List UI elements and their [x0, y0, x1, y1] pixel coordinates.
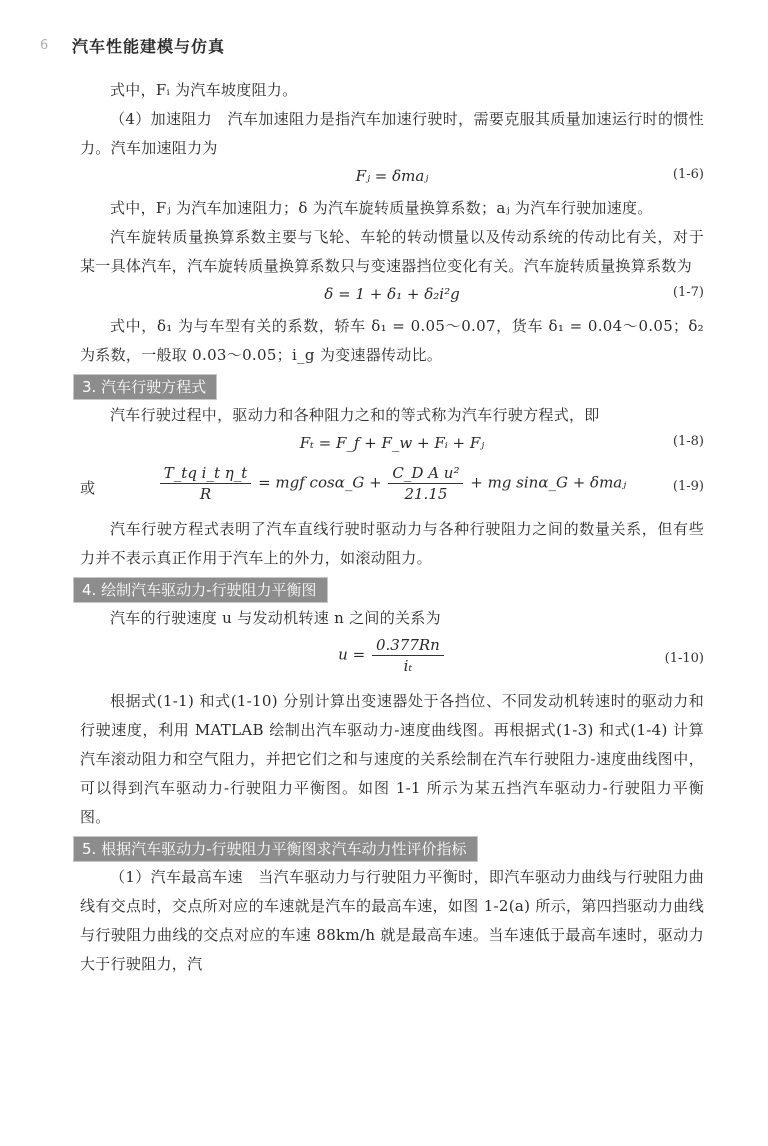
equation-number: (1-8) — [672, 434, 704, 449]
paragraph: 式中，Fⱼ 为汽车加速阻力；δ 为汽车旋转质量换算系数；aⱼ 为汽车行驶加速度。 — [110, 199, 653, 217]
equation-tail: + mg sinα_G + δmaⱼ — [470, 473, 627, 492]
fraction-numerator: 0.377Rn — [372, 635, 444, 656]
equation-formula: Fₜ = F_f + F_w + Fᵢ + Fⱼ — [299, 434, 485, 452]
page-body — [80, 76, 704, 979]
equation-1-6 — [80, 163, 704, 194]
equation-prefix: 或 — [80, 479, 96, 497]
page-number: 6 — [40, 37, 49, 53]
fraction — [372, 635, 444, 676]
equation-number: (1-10) — [664, 651, 704, 666]
section-heading: 3. 汽车行驶方程式 — [74, 375, 216, 399]
fraction-denominator: R — [199, 485, 212, 503]
equation-1-7 — [80, 281, 704, 312]
equation-middle: = mgf cosα_G + — [258, 473, 382, 492]
equation-formula — [80, 635, 704, 676]
fraction-denominator: 21.15 — [404, 485, 448, 503]
paragraph: 式中，Fᵢ 为汽车坡度阻力。 — [110, 81, 298, 99]
equation-1-9 — [80, 461, 704, 515]
equation-formula — [80, 463, 704, 504]
equation-1-8 — [80, 430, 704, 461]
paragraph: 汽车行驶过程中，驱动力和各种阻力之和的等式称为汽车行驶方程式，即 — [110, 406, 600, 424]
equation-number: (1-6) — [672, 167, 704, 182]
page-header — [40, 34, 225, 56]
equation-number: (1-7) — [672, 285, 704, 300]
paragraph: 汽车的行驶速度 u 与发动机转速 n 之间的关系为 — [110, 609, 441, 627]
paragraph: （4）加速阻力 汽车加速阻力是指汽车加速行驶时，需要克服其质量加速运行时的惯性力。汽车加速阻力为 — [80, 110, 704, 157]
paragraph: （1）汽车最高车速 当汽车驱动力与行驶阻力平衡时，即汽车驱动力曲线与行驶阻力曲线有交点时，交点所对应的车速就是汽车的最高车速，如图 1-2(a) 所示，第四挡驱动力曲线与行驶阻力曲线的交点对应的车速 88km/h 就是最高车速。当车速低于最高车速时，驱动力大于行驶阻力，汽 — [80, 868, 704, 973]
equation-number: (1-9) — [672, 479, 704, 494]
paragraph: 式中，δ₁ 为与车型有关的系数，轿车 δ₁ = 0.05～0.07，货车 δ₁ = 0.04～0.05；δ₂ 为系数，一般取 0.03～0.05；i_g 为变速器传动比。 — [80, 317, 704, 364]
equation-lhs: u = — [338, 645, 366, 664]
fraction — [388, 463, 463, 504]
equation-formula: Fⱼ = δmaⱼ — [355, 167, 429, 185]
paragraph: 汽车旋转质量换算系数主要与飞轮、车轮的转动惯量以及传动系统的传动比有关，对于某一具体汽车，汽车旋转质量换算系数只与变速器挡位变化有关。汽车旋转质量换算系数为 — [80, 228, 704, 275]
section-heading: 4. 绘制汽车驱动力-行驶阻力平衡图 — [74, 578, 327, 602]
paragraph: 汽车行驶方程式表明了汽车直线行驶时驱动力与各种行驶阻力之间的数量关系，但有些力并不表示真正作用于汽车上的外力，如滚动阻力。 — [80, 520, 704, 567]
equation-1-10 — [80, 633, 704, 687]
section-heading: 5. 根据汽车驱动力-行驶阻力平衡图求汽车动力性评价指标 — [74, 837, 477, 861]
fraction-numerator: T_tq i_t η_t — [160, 463, 252, 484]
equation-formula: δ = 1 + δ₁ + δ₂i²g — [324, 285, 460, 303]
paragraph: 根据式(1-1) 和式(1-10) 分别计算出变速器处于各挡位、不同发动机转速时的驱动力和行驶速度，利用 MATLAB 绘制出汽车驱动力-速度曲线图。再根据式(1-3) 和式(1-4) 计算汽车滚动阻力和空气阻力，并把它们之和与速度的关系绘制在汽车行驶阻力-速度曲线图中，可以得到汽车驱动力-行驶阻力平衡图。如图 1-1 所示为某五挡汽车驱动力-行驶阻力平衡图。 — [80, 692, 704, 826]
fraction-numerator: C_D A u² — [388, 463, 463, 484]
running-title: 汽车性能建模与仿真 — [72, 36, 226, 56]
fraction — [160, 463, 252, 504]
fraction-denominator: iₜ — [403, 657, 413, 675]
